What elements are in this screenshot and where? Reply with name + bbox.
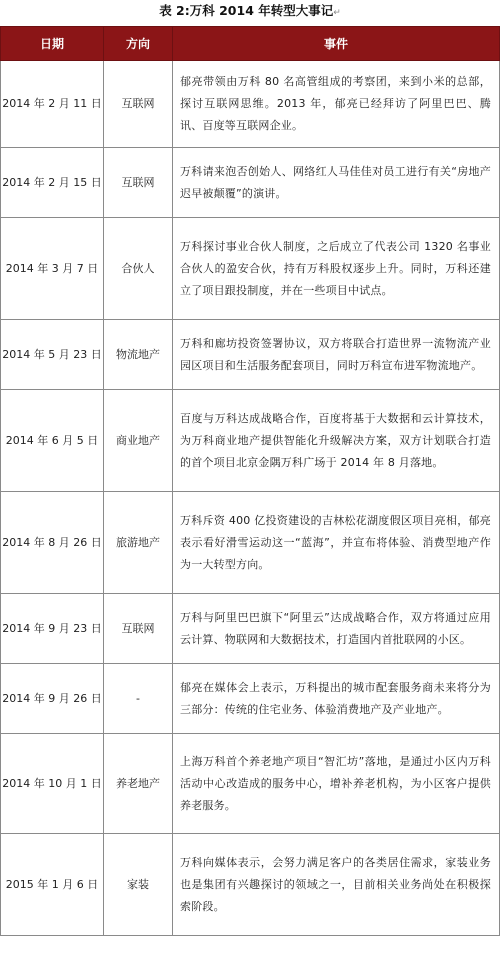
direction-cell: 旅游地产	[104, 492, 173, 594]
event-cell: 万科斥资 400 亿投资建设的吉林松花湖度假区项目亮相，郁亮表示看好滑雪运动这一“蓝海”，并宣布将体验、消费型地产作为一大转型方向。	[173, 492, 500, 594]
date-cell: 2014 年 5 月 23 日	[1, 320, 104, 390]
event-cell: 万科请来泡否创始人、网络红人马佳佳对员工进行有关“房地产迟早被颠覆”的演讲。	[173, 148, 500, 218]
events-table	[0, 26, 500, 936]
date-cell: 2014 年 6 月 5 日	[1, 390, 104, 492]
date-cell: 2014 年 2 月 15 日	[1, 148, 104, 218]
event-cell: 百度与万科达成战略合作，百度将基于大数据和云计算技术，为万科商业地产提供智能化升级解决方案，双方计划联合打造的首个项目北京金隅万科广场于 2014 年 8 月落地。	[173, 390, 500, 492]
table-row	[1, 492, 500, 594]
header-direction: 方向	[104, 27, 173, 61]
table-row	[1, 834, 500, 936]
direction-cell: 商业地产	[104, 390, 173, 492]
event-cell: 万科探讨事业合伙人制度，之后成立了代表公司 1320 名事业合伙人的盈安合伙，持有万科股权逐步上升。同时，万科还建立了项目跟投制度，并在一些项目中试点。	[173, 218, 500, 320]
event-cell: 上海万科首个养老地产项目“智汇坊”落地，是通过小区内万科活动中心改造成的服务中心，增补养老机构，为小区客户提供养老服务。	[173, 734, 500, 834]
direction-cell: 物流地产	[104, 320, 173, 390]
direction-cell: 合伙人	[104, 218, 173, 320]
direction-cell: 养老地产	[104, 734, 173, 834]
table-title: 表 2:万科 2014 年转型大事记↵	[159, 3, 341, 18]
event-cell: 郁亮带领由万科 80 名高管组成的考察团，来到小米的总部，探讨互联网思维。2013 年，郁亮已经拜访了阿里巴巴、腾讯、百度等互联网企业。	[173, 61, 500, 148]
date-cell: 2014 年 9 月 26 日	[1, 664, 104, 734]
table-row	[1, 594, 500, 664]
event-cell: 万科向媒体表示，会努力满足客户的各类居住需求，家装业务也是集团有兴趣探讨的领域之一，目前相关业务尚处在积极探索阶段。	[173, 834, 500, 936]
table-row	[1, 390, 500, 492]
direction-cell: 互联网	[104, 148, 173, 218]
table-row	[1, 148, 500, 218]
header-date: 日期	[1, 27, 104, 61]
table-row	[1, 320, 500, 390]
event-cell: 郁亮在媒体会上表示，万科提出的城市配套服务商未来将分为三部分：传统的住宅业务、体验消费地产及产业地产。	[173, 664, 500, 734]
event-cell: 万科与阿里巴巴旗下“阿里云”达成战略合作，双方将通过应用云计算、物联网和大数据技术，打造国内首批联网的小区。	[173, 594, 500, 664]
date-cell: 2014 年 9 月 23 日	[1, 594, 104, 664]
direction-cell: 互联网	[104, 594, 173, 664]
date-cell: 2014 年 8 月 26 日	[1, 492, 104, 594]
table-row	[1, 61, 500, 148]
date-cell: 2015 年 1 月 6 日	[1, 834, 104, 936]
date-cell: 2014 年 3 月 7 日	[1, 218, 104, 320]
event-cell: 万科和廊坊投资签署协议，双方将联合打造世界一流物流产业园区项目和生活服务配套项目，同时万科宣布进军物流地产。	[173, 320, 500, 390]
direction-cell: 互联网	[104, 61, 173, 148]
date-cell: 2014 年 10 月 1 日	[1, 734, 104, 834]
direction-cell: -	[104, 664, 173, 734]
date-cell: 2014 年 2 月 11 日	[1, 61, 104, 148]
table-row	[1, 664, 500, 734]
table-row	[1, 734, 500, 834]
header-row	[1, 27, 500, 61]
header-event: 事件	[173, 27, 500, 61]
table-row	[1, 218, 500, 320]
direction-cell: 家装	[104, 834, 173, 936]
